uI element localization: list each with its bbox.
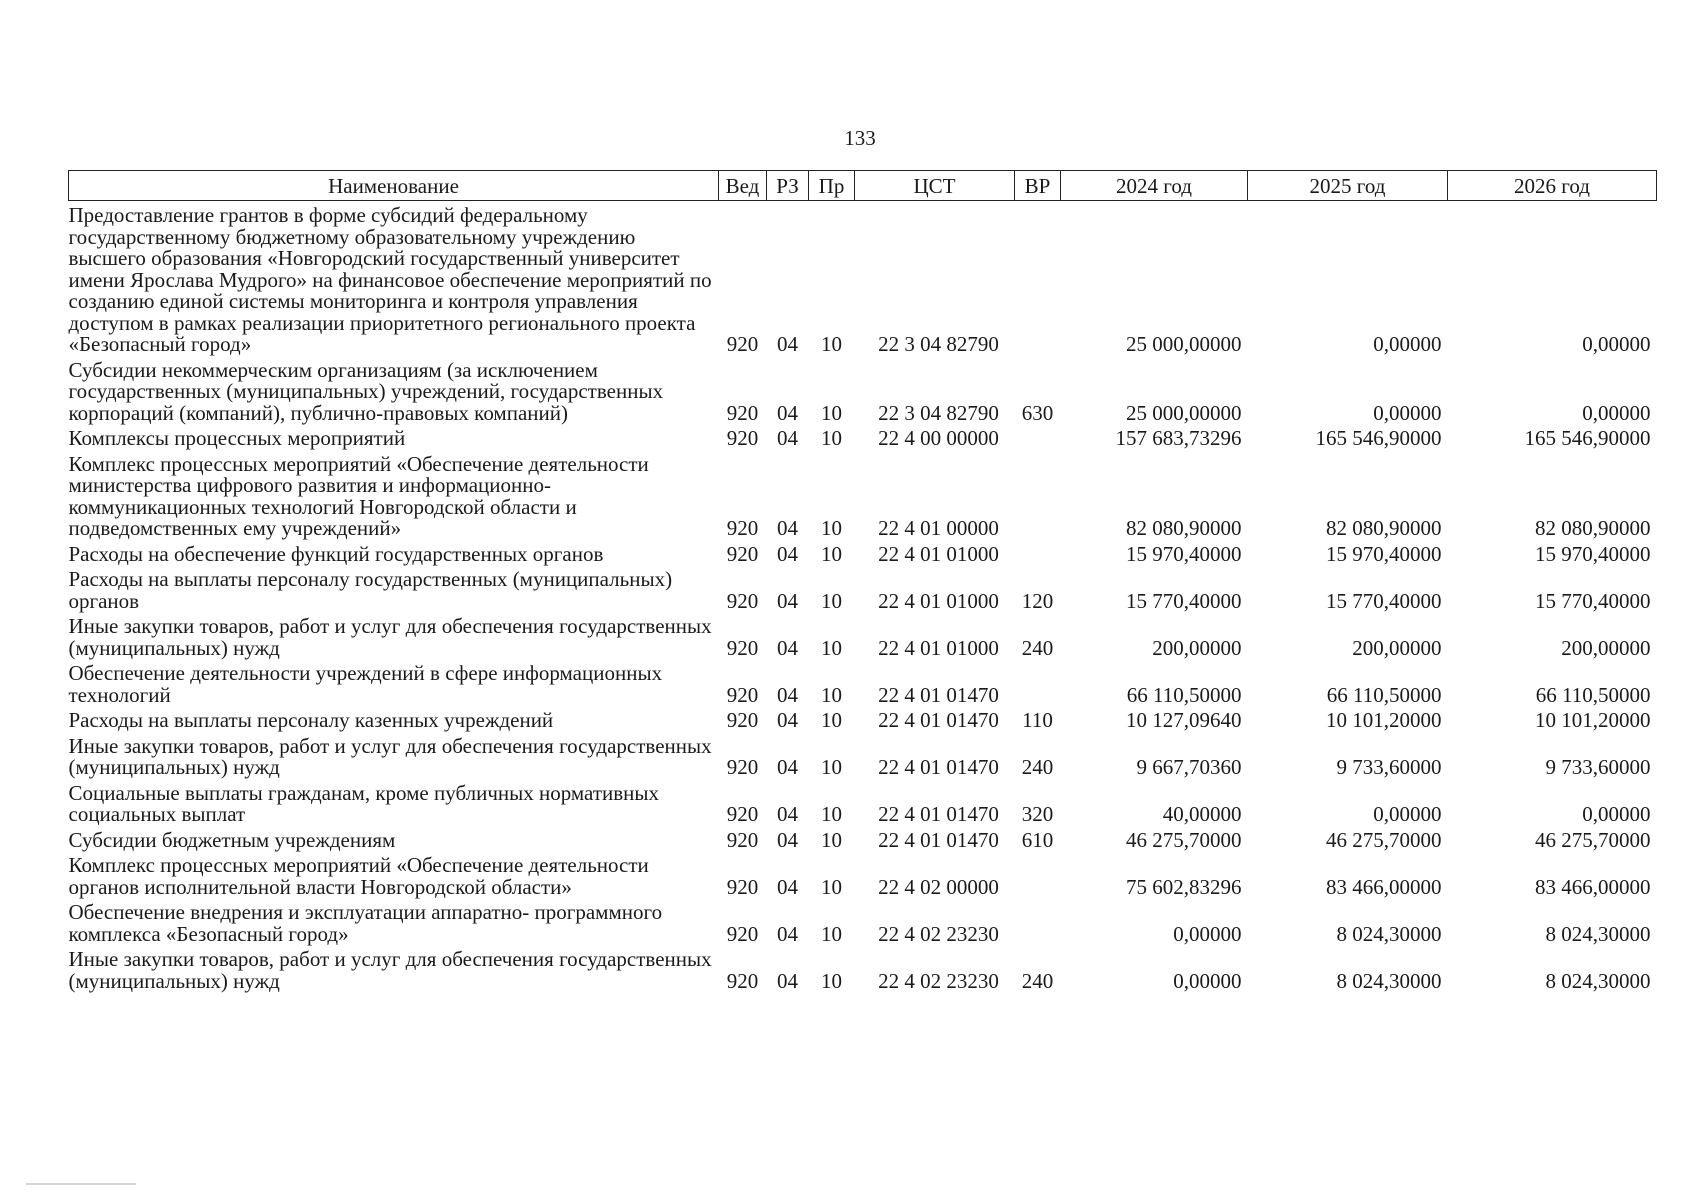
header-2024: 2024 год	[1061, 171, 1248, 201]
row-amount-2024: 75 602,83296	[1126, 874, 1242, 899]
row-amount-2024: 0,00000	[1173, 921, 1242, 946]
row-ved: 920	[726, 400, 759, 425]
row-pr: 10	[821, 516, 842, 540]
row-vr	[1015, 659, 1061, 706]
row-vr: 120	[1021, 588, 1054, 613]
row-name: Иные закупки товаров, работ и услуг для обеспечения государственных (муниципальных) нужд	[68, 947, 712, 993]
row-amount-2024: 10 127,09640	[1126, 708, 1242, 732]
row-amount-2024: 82 080,90000	[1126, 516, 1242, 540]
row-name: Социальные выплаты гражданам, кроме публичных нормативных социальных выплат	[68, 780, 660, 826]
row-name: Предоставление грантов в форме субсидий федеральному государственному бюджетному образовательному учреждению высшего образования «Новгородский государственный университет имени Ярослава Мудрого» на финансовое обеспечение мероприятий по созданию единой системы мониторинга и контроля управления доступом в рамках реализации приоритетного регионального проекта «Безопасный город»	[68, 203, 712, 356]
row-rz: 04	[777, 827, 798, 852]
header-cst: ЦСТ	[855, 171, 1015, 201]
row-cst: 22 4 01 00000	[878, 516, 999, 540]
row-name: Комплекс процессных мероприятий «Обеспечение деятельности министерства цифрового развития и информационно-коммуникационных технологий Новгородской области и подведомственных ему учреждений»	[68, 451, 649, 540]
row-ved: 920	[726, 426, 759, 450]
row-pr: 10	[821, 541, 842, 566]
row-cst: 22 4 01 01470	[878, 755, 999, 779]
row-pr: 10	[821, 682, 842, 707]
table-row	[69, 898, 1657, 945]
row-amount-2024: 25 000,00000	[1126, 332, 1242, 356]
row-rz: 04	[777, 682, 798, 707]
row-cst: 22 4 02 00000	[878, 874, 999, 899]
row-amount-2025: 15 770,40000	[1326, 588, 1442, 613]
row-amount-2025: 0,00000	[1373, 400, 1442, 425]
row-ved: 920	[726, 968, 759, 993]
row-amount-2026: 8 024,30000	[1545, 921, 1651, 946]
row-pr: 10	[821, 635, 842, 660]
row-amount-2024: 15 970,40000	[1126, 541, 1242, 566]
row-vr: 240	[1021, 755, 1054, 779]
row-amount-2026: 8 024,30000	[1545, 968, 1651, 993]
row-amount-2026: 9 733,60000	[1545, 755, 1651, 779]
row-amount-2025: 9 733,60000	[1336, 755, 1442, 779]
row-pr: 10	[821, 802, 842, 826]
row-rz: 04	[777, 968, 798, 993]
row-amount-2025: 8 024,30000	[1336, 968, 1442, 993]
row-vr	[1015, 424, 1061, 450]
row-amount-2026: 10 101,20000	[1535, 708, 1651, 732]
row-amount-2026: 165 546,90000	[1524, 426, 1651, 450]
header-ved: Вед	[719, 171, 767, 201]
row-amount-2024: 0,00000	[1173, 968, 1242, 993]
row-ved: 920	[726, 635, 759, 660]
row-cst: 22 4 01 01470	[878, 827, 999, 852]
row-pr: 10	[821, 426, 842, 450]
row-pr: 10	[821, 400, 842, 425]
table-body	[69, 201, 1657, 993]
row-ved: 920	[726, 588, 759, 613]
row-vr	[1015, 450, 1061, 540]
row-amount-2025: 0,00000	[1373, 332, 1442, 356]
row-rz: 04	[777, 921, 798, 946]
row-rz: 04	[777, 708, 798, 732]
row-amount-2026: 0,00000	[1582, 802, 1651, 826]
row-vr: 630	[1021, 400, 1054, 425]
row-amount-2024: 9 667,70360	[1136, 755, 1242, 779]
row-name: Иные закупки товаров, работ и услуг для обеспечения государственных (муниципальных) нужд	[68, 614, 712, 660]
row-pr: 10	[821, 874, 842, 899]
row-pr: 10	[821, 708, 842, 732]
table-row	[69, 945, 1657, 992]
row-vr	[1015, 898, 1061, 945]
table-row	[69, 659, 1657, 706]
header-vr: ВР	[1015, 171, 1061, 201]
row-name: Комплекс процессных мероприятий «Обеспечение деятельности органов исполнительной власти Новгородской области»	[68, 853, 649, 899]
header-row	[69, 171, 1657, 201]
budget-table	[68, 170, 1657, 992]
row-pr: 10	[821, 332, 842, 356]
row-vr: 240	[1021, 968, 1054, 993]
row-pr: 10	[821, 827, 842, 852]
row-rz: 04	[777, 426, 798, 450]
header-2025: 2025 год	[1248, 171, 1448, 201]
row-name: Субсидии некоммерческим организациям (за исключением государственных (муниципальных) учреждений, государственных корпораций (компаний), публично-правовых компаний)	[68, 357, 664, 425]
row-amount-2025: 0,00000	[1373, 802, 1442, 826]
row-ved: 920	[726, 332, 759, 356]
row-vr	[1015, 540, 1061, 566]
page-number: 133	[844, 126, 876, 150]
row-ved: 920	[726, 708, 759, 732]
row-rz: 04	[777, 755, 798, 779]
row-amount-2024: 200,00000	[1152, 635, 1242, 660]
row-ved: 920	[726, 874, 759, 899]
row-vr: 110	[1022, 708, 1053, 732]
row-ved: 920	[726, 827, 759, 852]
row-rz: 04	[777, 874, 798, 899]
row-amount-2025: 200,00000	[1352, 635, 1442, 660]
row-rz: 04	[777, 635, 798, 660]
footer-rule	[26, 1183, 136, 1185]
header-2026: 2026 год	[1448, 171, 1657, 201]
row-amount-2025: 10 101,20000	[1326, 708, 1442, 732]
table-row	[69, 826, 1657, 852]
table-row	[69, 450, 1657, 540]
row-rz: 04	[777, 516, 798, 540]
row-ved: 920	[726, 682, 759, 707]
header-rz: РЗ	[767, 171, 809, 201]
header-name: Наименование	[69, 171, 719, 201]
row-amount-2025: 8 024,30000	[1336, 921, 1442, 946]
row-cst: 22 4 02 23230	[878, 921, 999, 946]
row-name: Обеспечение деятельности учреждений в сфере информационных технологий	[68, 661, 663, 707]
row-amount-2026: 0,00000	[1582, 400, 1651, 425]
row-rz: 04	[777, 332, 798, 356]
row-ved: 920	[726, 541, 759, 566]
row-cst: 22 4 00 00000	[878, 426, 999, 450]
row-vr	[1015, 201, 1061, 356]
row-cst: 22 4 01 01000	[878, 635, 999, 660]
row-amount-2025: 82 080,90000	[1326, 516, 1442, 540]
row-amount-2024: 46 275,70000	[1126, 827, 1242, 852]
row-name: Комплексы процессных мероприятий	[68, 426, 406, 450]
row-pr: 10	[821, 588, 842, 613]
table-row	[69, 565, 1657, 612]
row-cst: 22 3 04 82790	[878, 400, 999, 425]
table-row	[69, 424, 1657, 450]
row-amount-2025: 66 110,50000	[1326, 682, 1442, 707]
row-rz: 04	[777, 588, 798, 613]
row-amount-2026: 200,00000	[1561, 635, 1651, 660]
table-header	[69, 171, 1657, 201]
row-amount-2024: 157 683,73296	[1115, 426, 1242, 450]
row-ved: 920	[726, 516, 759, 540]
row-amount-2026: 66 110,50000	[1535, 682, 1651, 707]
row-amount-2024: 25 000,00000	[1126, 400, 1242, 425]
row-amount-2026: 15 970,40000	[1535, 541, 1651, 566]
table-row	[69, 201, 1657, 356]
row-pr: 10	[821, 968, 842, 993]
row-rz: 04	[777, 541, 798, 566]
row-vr: 320	[1021, 802, 1054, 826]
table-row	[69, 732, 1657, 779]
row-ved: 920	[726, 921, 759, 946]
row-cst: 22 4 01 01470	[878, 708, 999, 732]
row-cst: 22 3 04 82790	[878, 332, 999, 356]
row-ved: 920	[726, 755, 759, 779]
row-ved: 920	[726, 802, 759, 826]
table-row	[69, 706, 1657, 732]
row-name: Субсидии бюджетным учреждениям	[68, 827, 396, 852]
row-vr: 240	[1021, 635, 1054, 660]
row-cst: 22 4 01 01470	[878, 802, 999, 826]
table-row	[69, 851, 1657, 898]
table-row	[69, 612, 1657, 659]
row-name: Обеспечение внедрения и эксплуатации аппаратно- программного комплекса «Безопасный город»	[68, 900, 663, 946]
row-amount-2026: 83 466,00000	[1535, 874, 1651, 899]
row-amount-2025: 46 275,70000	[1326, 827, 1442, 852]
row-vr	[1015, 851, 1061, 898]
row-amount-2026: 46 275,70000	[1535, 827, 1651, 852]
row-cst: 22 4 02 23230	[878, 968, 999, 993]
row-amount-2025: 15 970,40000	[1326, 541, 1442, 566]
row-name: Расходы на обеспечение функций государственных органов	[68, 541, 604, 566]
header-pr: Пр	[809, 171, 855, 201]
table-row	[69, 540, 1657, 566]
row-name: Расходы на выплаты персоналу казенных учреждений	[68, 708, 554, 732]
row-amount-2026: 82 080,90000	[1535, 516, 1651, 540]
row-cst: 22 4 01 01000	[878, 588, 999, 613]
row-amount-2025: 83 466,00000	[1326, 874, 1442, 899]
row-pr: 10	[821, 921, 842, 946]
row-amount-2026: 0,00000	[1582, 332, 1651, 356]
row-amount-2024: 66 110,50000	[1126, 682, 1242, 707]
row-amount-2024: 40,00000	[1162, 802, 1242, 826]
row-pr: 10	[821, 755, 842, 779]
row-rz: 04	[777, 802, 798, 826]
row-name: Иные закупки товаров, работ и услуг для обеспечения государственных (муниципальных) нужд	[68, 733, 712, 779]
table-row	[69, 356, 1657, 425]
row-cst: 22 4 01 01470	[878, 682, 999, 707]
table-row	[69, 779, 1657, 826]
row-amount-2026: 15 770,40000	[1535, 588, 1651, 613]
row-cst: 22 4 01 01000	[878, 541, 999, 566]
row-name: Расходы на выплаты персоналу государственных (муниципальных) органов	[68, 567, 673, 613]
row-amount-2024: 15 770,40000	[1126, 588, 1242, 613]
row-vr: 610	[1021, 827, 1054, 852]
row-amount-2025: 165 546,90000	[1315, 426, 1442, 450]
row-rz: 04	[777, 400, 798, 425]
